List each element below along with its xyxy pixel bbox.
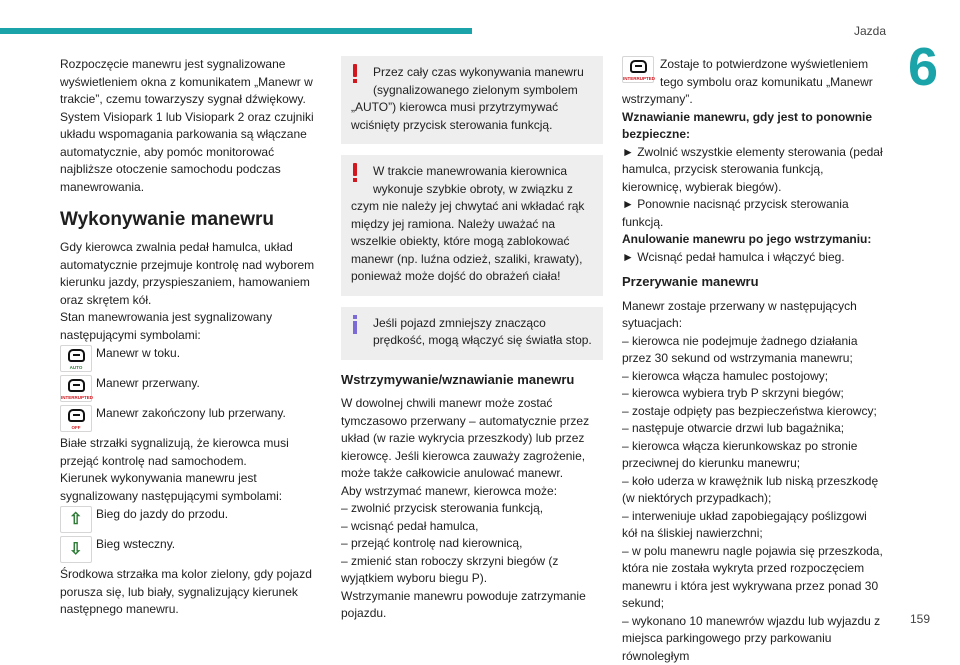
paragraph: Środkowa strzałka ma kolor zielony, gdy pojazd porusza się, lub biały, sygnalizujący kierunek następnego manewru. <box>60 566 322 619</box>
list-item: – kierowca nie podejmuje żadnego działania przez 30 sekund od wstrzymania manewru; <box>622 333 884 368</box>
step: ► Ponownie nacisnąć przycisk sterowania funkcją. <box>622 196 884 231</box>
section-title: Jazda <box>854 24 886 38</box>
paragraph: Stan manewrowania jest sygnalizowany następującymi symbolami: <box>60 309 322 344</box>
symbol-row <box>60 536 322 563</box>
symbol-text: Zostaje to potwierdzone wyświetleniem tego symbolu oraz komunikatu „Manewr wstrzymany”. <box>622 57 873 106</box>
paragraph: Manewr zostaje przerwany w następujących sytuacjach: <box>622 298 884 333</box>
car-auto-icon <box>60 345 92 372</box>
column-middle <box>341 56 603 623</box>
info-text: Jeśli pojazd zmniejszy znacząco prędkość, mogą włączyć się światła stop. <box>373 316 592 348</box>
symbol-tag: INTERRUPTED <box>623 76 653 81</box>
symbol-tag: AUTO <box>61 365 91 370</box>
symbol-tag: OFF <box>61 425 91 430</box>
warning-icon <box>351 64 359 84</box>
paragraph: Gdy kierowca zwalnia pedał hamulca, układ automatycznie przejmuje kontrolę nad wyborem kierunku jazdy, przyspieszaniem, hamowaniem oraz skrętem kół. <box>60 239 322 309</box>
car-interrupted-icon <box>622 56 654 83</box>
reverse-arrow-icon <box>60 536 92 563</box>
symbol-row <box>60 506 322 533</box>
warning-box <box>341 155 603 296</box>
cancel-heading: Anulowanie manewru po jego wstrzymaniu: <box>622 231 884 249</box>
column-left <box>60 56 322 619</box>
paragraph: W dowolnej chwili manewr może zostać tymczasowo przerwany – automatycznie przez układ (w razie wykrycia przeszkody) lub przez kierowcę. Jeśli kierowca zauważy zagrożenie, może także całkowicie anulować manewr. <box>341 395 603 483</box>
list-item: – w polu manewru nagle pojawia się przeszkoda, która nie została wykryta przed rozpoczęciem manewru i która jest wykrywana przez ponad 30 sekund; <box>622 543 884 613</box>
paragraph: Wstrzymanie manewru powoduje zatrzymanie pojazdu. <box>341 588 603 623</box>
step: ► Zwolnić wszystkie elementy sterowania (pedał hamulca, przycisk sterowania funkcją, kierownicę, wybierak biegów). <box>622 144 884 197</box>
car-off-icon <box>60 405 92 432</box>
symbol-row <box>60 375 322 402</box>
warning-text: W trakcie manewrowania kierownica wykonuje szybkie obroty, w związku z czym nie należy jej chwytać ani wkładać rąk między jej ramiona. Należy uważać na wszelkie obiekty, które mogą zablokować manewr (np. luźna odzież, szaliki, krawaty), ponieważ może dojść do obrażeń ciała! <box>351 164 584 283</box>
section-heading: Wykonywanie manewru <box>60 209 322 231</box>
warning-icon <box>351 163 359 183</box>
list-item: – interweniuje układ zapobiegający poślizgowi kół na śliskiej nawierzchni; <box>622 508 884 543</box>
paragraph: Aby wstrzymać manewr, kierowca może: <box>341 483 603 501</box>
list-item: – kierowca włącza hamulec postojowy; <box>622 368 884 386</box>
list-item: – koło uderza w krawężnik lub niską przeszkodę (w niektórych przypadkach); <box>622 473 884 508</box>
info-icon <box>351 315 359 335</box>
paragraph: Białe strzałki sygnalizują, że kierowca musi przejąć kontrolę nad samochodem. <box>60 435 322 470</box>
info-box <box>341 307 603 360</box>
resume-heading: Wznawianie manewru, gdy jest to ponownie bezpieczne: <box>622 109 884 144</box>
warning-text: Przez cały czas wykonywania manewru (sygnalizowanego zielonym symbolem „AUTO”) kierowca musi przytrzymywać wciśnięty przycisk sterowania funkcją. <box>351 65 584 132</box>
step: ► Wcisnąć pedał hamulca i włączyć bieg. <box>622 249 884 267</box>
symbol-label: Manewr przerwany. <box>96 375 200 393</box>
forward-arrow-icon <box>60 506 92 533</box>
chapter-number: 6 <box>908 40 938 94</box>
symbol-tag: INTERRUPTED <box>61 395 91 400</box>
header-accent-bar <box>0 28 472 34</box>
list-item: – zwolnić przycisk sterowania funkcją, <box>341 500 603 518</box>
symbol-label: Bieg wsteczny. <box>96 536 175 554</box>
symbol-paragraph <box>622 56 884 109</box>
intro-paragraph: Rozpoczęcie manewru jest sygnalizowane wyświetleniem okna z komunikatem „Manewr w trakcie”, czemu towarzyszy sygnał dźwiękowy. System Visiopark 1 lub Visiopark 2 oraz czujniki układu wspomagania parkowania są włączane automatycznie, aby pomóc monitorować najbliższe otoczenie samochodu podczas manewrowania. <box>60 56 322 196</box>
list-item: – zmienić stan roboczy skrzyni biegów (z wyjątkiem wyboru biegu P). <box>341 553 603 588</box>
symbol-label: Bieg do jazdy do przodu. <box>96 506 228 524</box>
symbol-label: Manewr zakończony lub przerwany. <box>96 405 286 423</box>
car-interrupted-icon <box>60 375 92 402</box>
list-item: – następuje otwarcie drzwi lub bagażnika; <box>622 420 884 438</box>
paragraph: Kierunek wykonywania manewru jest sygnalizowany następującymi symbolami: <box>60 470 322 505</box>
list-item: – przejąć kontrolę nad kierownicą, <box>341 535 603 553</box>
page-number: 159 <box>910 612 930 626</box>
column-right <box>622 56 884 665</box>
list-item: – kierowca wybiera tryb P skrzyni biegów; <box>622 385 884 403</box>
symbol-row <box>60 405 322 432</box>
list-item: – wykonano 10 manewrów wjazdu lub wyjazdu z miejsca parkingowego przy parkowaniu równoległym <box>622 613 884 665</box>
arrow-glyph: ⇧ <box>69 510 82 530</box>
symbol-label: Manewr w toku. <box>96 345 180 363</box>
list-item: – kierowca włącza kierunkowskaz po stronie przeciwnej do kierunku manewru; <box>622 438 884 473</box>
list-item: – wcisnąć pedał hamulca, <box>341 518 603 536</box>
list-item: – zostaje odpięty pas bezpieczeństwa kierowcy; <box>622 403 884 421</box>
arrow-glyph: ⇩ <box>69 540 82 560</box>
warning-box <box>341 56 603 144</box>
symbol-row <box>60 345 322 372</box>
subsection-heading: Przerywanie manewru <box>622 273 884 291</box>
subsection-heading: Wstrzymywanie/wznawianie manewru <box>341 371 603 389</box>
